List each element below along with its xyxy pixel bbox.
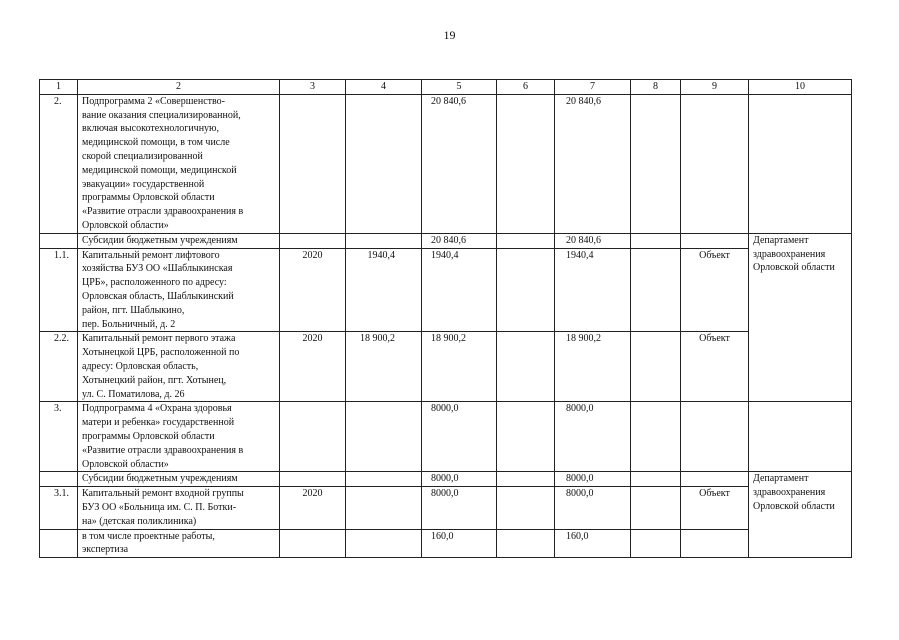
department-cell: Департамент здравоохранения Орловской области [749,472,852,558]
amount-col5: 8000,0 [422,402,497,472]
page-number: 19 [443,28,456,42]
table-row [40,332,852,402]
amount-col5: 20 840,6 [422,233,497,248]
table-row [40,402,852,472]
empty-cell [40,472,78,487]
empty-cell [40,233,78,248]
row-name: Подпрограмма 4 «Охрана здоровья матери и ребенка» государственной программы Орловской области «Развитие отрасли здравоохранения в Орловской области» [78,402,280,472]
empty-cell [631,332,681,402]
amount-col7: 20 840,6 [555,94,631,233]
amount-col5: 1940,4 [422,248,497,332]
empty-cell [631,472,681,487]
table-row [40,529,852,558]
empty-cell [497,472,555,487]
column-header: 5 [422,80,497,95]
amount-col7: 18 900,2 [555,332,631,402]
empty-cell [631,233,681,248]
row-name: Капитальный ремонт лифтового хозяйства БУЗ ОО «Шаблыкинская ЦРБ», расположенного по адресу: Орловская область, Шаблыкинский район, пгт. Шаблыкино, пер. Больничный, д. 2 [78,248,280,332]
year-cell: 2020 [280,332,346,402]
row-number: 2.2. [40,332,78,402]
empty-cell [631,487,681,529]
empty-cell [631,248,681,332]
amount-col5: 8000,0 [422,472,497,487]
empty-cell [631,402,681,472]
empty-cell [280,529,346,558]
column-header: 2 [78,80,280,95]
empty-cell [681,472,749,487]
amount-col5: 20 840,6 [422,94,497,233]
amount-col7: 1940,4 [555,248,631,332]
empty-cell [497,487,555,529]
year-cell: 2020 [280,487,346,529]
year-cell: 2020 [280,248,346,332]
empty-cell [497,233,555,248]
table-row [40,248,852,332]
amount-col5: 8000,0 [422,487,497,529]
object-type-cell: Объект [681,332,749,402]
empty-cell [497,94,555,233]
empty-cell [631,94,681,233]
object-type-cell: Объект [681,487,749,529]
column-header: 6 [497,80,555,95]
column-header: 9 [681,80,749,95]
table-row [40,487,852,529]
row-number: 1.1. [40,248,78,332]
empty-cell [681,233,749,248]
row-name: Капитальный ремонт первого этажа Хотынецкой ЦРБ, расположенной по адресу: Орловская область, Хотынецкий район, пгт. Хотынец, ул. С. Поматилова, д. 26 [78,332,280,402]
row-name: Субсидии бюджетным учреждениям [78,233,280,248]
empty-cell [497,248,555,332]
empty-cell [280,94,346,233]
row-number: 2. [40,94,78,233]
empty-cell [346,487,422,529]
column-header: 4 [346,80,422,95]
column-header: 10 [749,80,852,95]
empty-cell [631,529,681,558]
column-header: 8 [631,80,681,95]
table-header-row [40,80,852,95]
empty-cell [280,233,346,248]
empty-cell [346,402,422,472]
empty-cell [346,472,422,487]
empty-cell [346,529,422,558]
empty-cell [346,94,422,233]
amount-col4: 1940,4 [346,248,422,332]
table-row [40,472,852,487]
row-name: Капитальный ремонт входной группы БУЗ ОО «Больница им. С. П. Ботки- на» (детская поликлиника) [78,487,280,529]
object-type-cell: Объект [681,248,749,332]
empty-cell [280,402,346,472]
empty-cell [749,402,852,472]
empty-cell [346,233,422,248]
table-row [40,233,852,248]
amount-col7: 8000,0 [555,402,631,472]
amount-col5: 18 900,2 [422,332,497,402]
amount-col5: 160,0 [422,529,497,558]
row-name: Субсидии бюджетным учреждениям [78,472,280,487]
empty-cell [749,94,852,233]
column-header: 1 [40,80,78,95]
amount-col4: 18 900,2 [346,332,422,402]
row-number: 3. [40,402,78,472]
column-header: 3 [280,80,346,95]
empty-cell [40,529,78,558]
empty-cell [681,94,749,233]
column-header: 7 [555,80,631,95]
empty-cell [497,332,555,402]
department-cell: Департамент здравоохранения Орловской области [749,233,852,402]
empty-cell [280,472,346,487]
row-number: 3.1. [40,487,78,529]
row-name: Подпрограмма 2 «Совершенство- вание оказания специализированной, включая высокотехнологичную, медицинской помощи, в том числе скорой специализированной медицинской помощи, медицинской эвакуации» государственной программы Орловской области «Развитие отрасли здравоохранения в Орловской области» [78,94,280,233]
amount-col7: 8000,0 [555,472,631,487]
empty-cell [497,529,555,558]
amount-col7: 8000,0 [555,487,631,529]
empty-cell [497,402,555,472]
amount-col7: 20 840,6 [555,233,631,248]
empty-cell [681,402,749,472]
row-name: в том числе проектные работы, экспертиза [78,529,280,558]
empty-cell [681,529,749,558]
program-table [39,79,852,558]
table-row [40,94,852,233]
amount-col7: 160,0 [555,529,631,558]
